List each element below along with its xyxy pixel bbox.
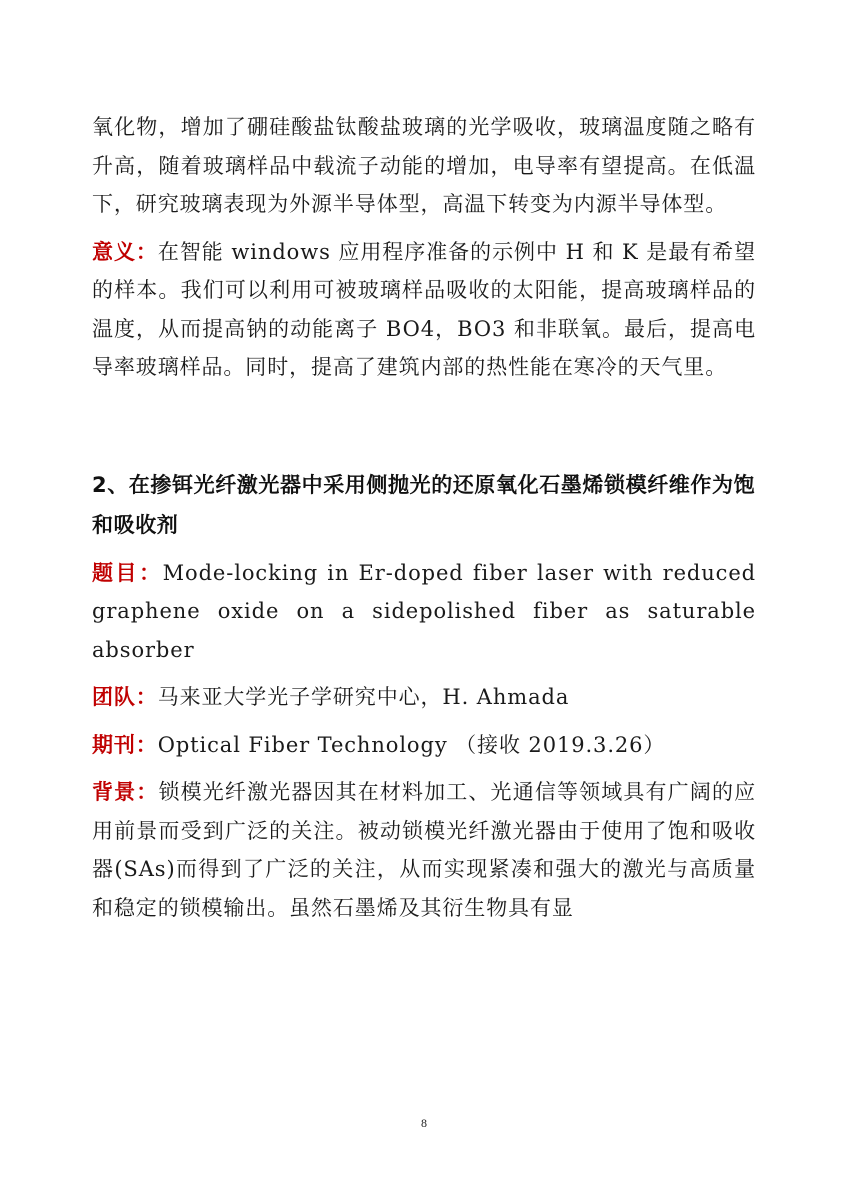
title-paragraph xyxy=(92,554,756,670)
journal-text: Optical Fiber Technology （接收 2019.3.26） xyxy=(157,732,666,757)
title-text: Mode-locking in Er-doped fiber laser with reduced graphene oxide on a sidepolished fiber as saturable absorber xyxy=(92,560,757,662)
journal-label: 期刊： xyxy=(92,731,158,757)
background-label: 背景： xyxy=(92,779,159,804)
paragraph-continuation xyxy=(92,108,756,224)
page-number: 8 xyxy=(421,1116,427,1130)
section-heading: 2、在掺铒光纤激光器中采用侧抛光的还原氧化石墨烯锁模纤维作为饱和吸收剂 xyxy=(92,472,756,537)
paragraph-text: 氧化物，增加了硼硅酸盐钛酸盐玻璃的光学吸收，玻璃温度随之略有升高，随着玻璃样品中载流子动能的增加，电导率有望提高。在低温下，研究玻璃表现为外源半导体型，高温下转变为内源半导体型。 xyxy=(92,115,756,216)
team-text: 马来亚大学光子学研究中心，H. Ahmada xyxy=(157,685,570,709)
document-body xyxy=(92,108,756,927)
title-label: 题目： xyxy=(92,559,163,585)
team-paragraph xyxy=(92,678,756,717)
significance-text: 在智能 windows 应用程序准备的示例中 H 和 K 是最有希望的样本。我们可以利用可被玻璃样品吸收的太阳能，提高玻璃样品的温度，从而提高钠的动能离子 BO4，BO3 和非联氧。最后，提高电导率玻璃样品。同时，提高了建筑内部的热性能在寒冷的天气里。 xyxy=(92,239,756,379)
background-text: 锁模光纤激光器因其在材料加工、光通信等领域具有广阔的应用前景而受到广泛的关注。被动锁模光纤激光器由于使用了饱和吸收器(SAs)而得到了广泛的关注，从而实现紧凑和强大的激光与高质量和稳定的锁模输出。虽然石墨烯及其衍生物具有显 xyxy=(92,780,756,920)
significance-label: 意义： xyxy=(92,238,158,264)
background-paragraph xyxy=(92,773,756,927)
journal-paragraph xyxy=(92,726,756,765)
team-label: 团队： xyxy=(92,684,158,709)
significance-paragraph xyxy=(92,233,756,387)
